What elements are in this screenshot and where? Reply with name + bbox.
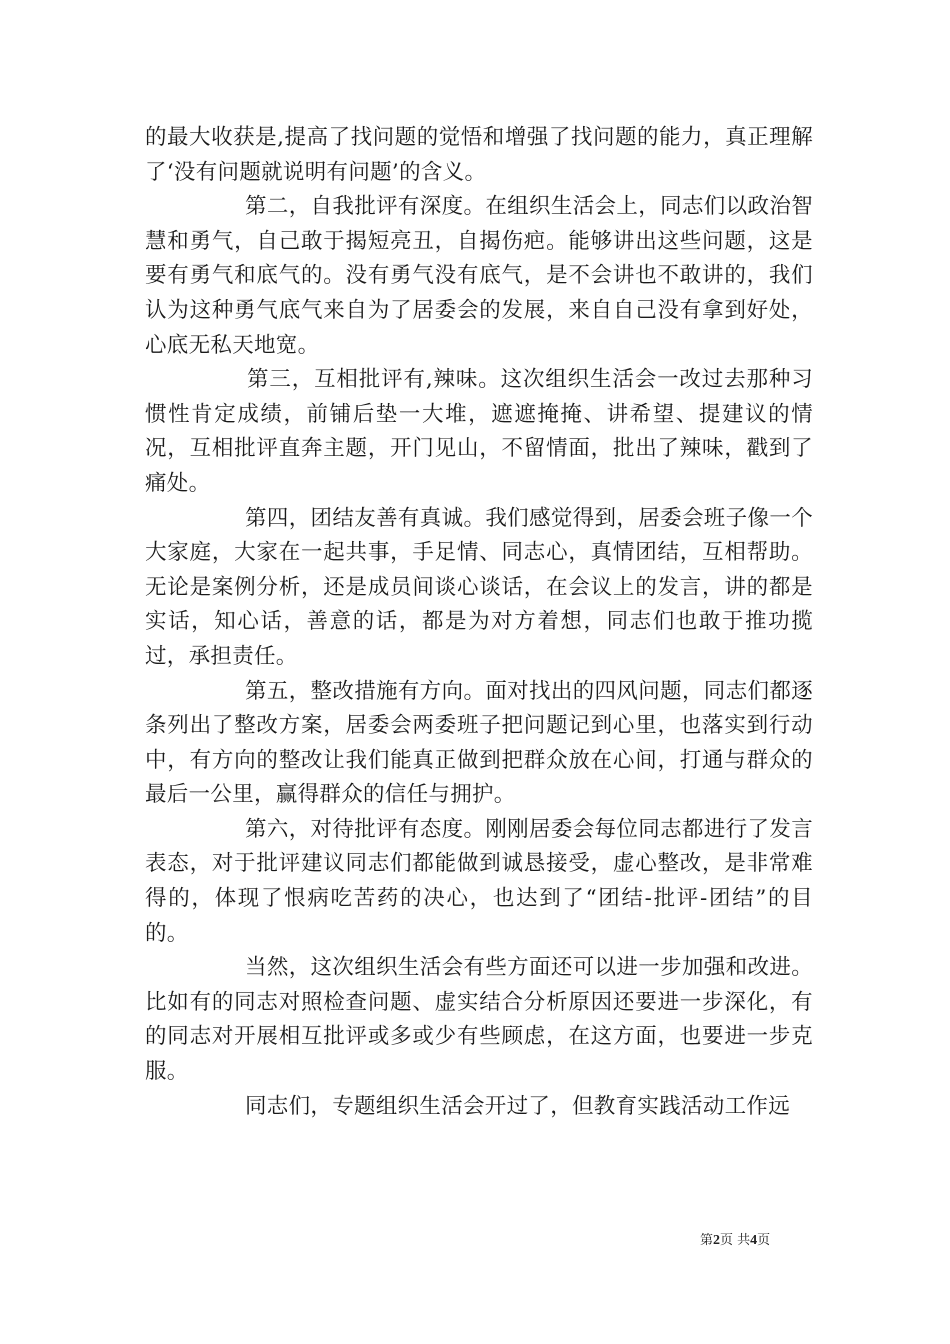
- paragraph-second-point: 第二，自我批评有深度。在组织生活会上，同志们以政治智慧和勇气，自己敢于揭短亮丑，自揭伤疤。能够讲出这些问题，这是要有勇气和底气的。没有勇气没有底气，是不会讲也不敢讲的，我们认为这种勇气底气来自为了居委会的发展，来自自己没有拿到好处，心底无私天地宽。: [145, 194, 813, 358]
- paragraph-continuation: 的最大收获是,提高了找问题的觉悟和增强了找问题的能力，真正理解了‘没有问题就说明有问题’的含义。: [145, 125, 813, 185]
- paragraph-sixth-point: 第六，对待批评有态度。刚刚居委会每位同志都进行了发言表态，对于批评建议同志们都能做到诚恳接受，虚心整改，是非常难得的，体现了恨病吃苦药的决心，也达到了“团结-批评-团结”的目的。: [145, 816, 813, 946]
- paragraph-closing: 同志们，专题组织生活会开过了，但教育实践活动工作远: [245, 1093, 791, 1119]
- page-footer: [700, 1231, 830, 1251]
- paragraph-fourth-point: 第四，团结友善有真诚。我们感觉得到，居委会班子像一个大家庭，大家在一起共事，手足情、同志心，真情团结，互相帮助。无论是案例分析，还是成员间谈心谈话，在会议上的发言，讲的都是实话，知心话，善意的话，都是为对方着想，同志们也敢于推功揽过，承担责任。: [145, 505, 813, 669]
- paragraph-improvements: 当然，这次组织生活会有些方面还可以进一步加强和改进。比如有的同志对照检查问题、虚实结合分析原因还要进一步深化，有的同志对开展相互批评或多或少有些顾虑，在这方面，也要进一步克服。: [145, 955, 813, 1085]
- footer-prefix: 第: [700, 1233, 714, 1248]
- paragraph-third-point: 第三，互相批评有,辣味。这次组织生活会一改过去那种习惯性肯定成绩，前铺后垫一大堆，遮遮掩掩、讲希望、提建议的情况，互相批评直奔主题，开门见山，不留情面，批出了辣味，戳到了痛处。: [145, 367, 813, 496]
- footer-suffix: 页: [757, 1233, 771, 1248]
- footer-current-page: 2: [713, 1233, 721, 1248]
- paragraph-fifth-point: 第五，整改措施有方向。面对找出的四风问题，同志们都逐条列出了整改方案，居委会两委班子把问题记到心里，也落实到行动中，有方向的整改让我们能真正做到把群众放在心间，打通与群众的最后一公里，赢得群众的信任与拥护。: [145, 678, 813, 808]
- footer-total-pages: 4: [750, 1233, 758, 1248]
- body-text: [145, 121, 813, 1124]
- footer-middle: 页 共: [720, 1233, 751, 1248]
